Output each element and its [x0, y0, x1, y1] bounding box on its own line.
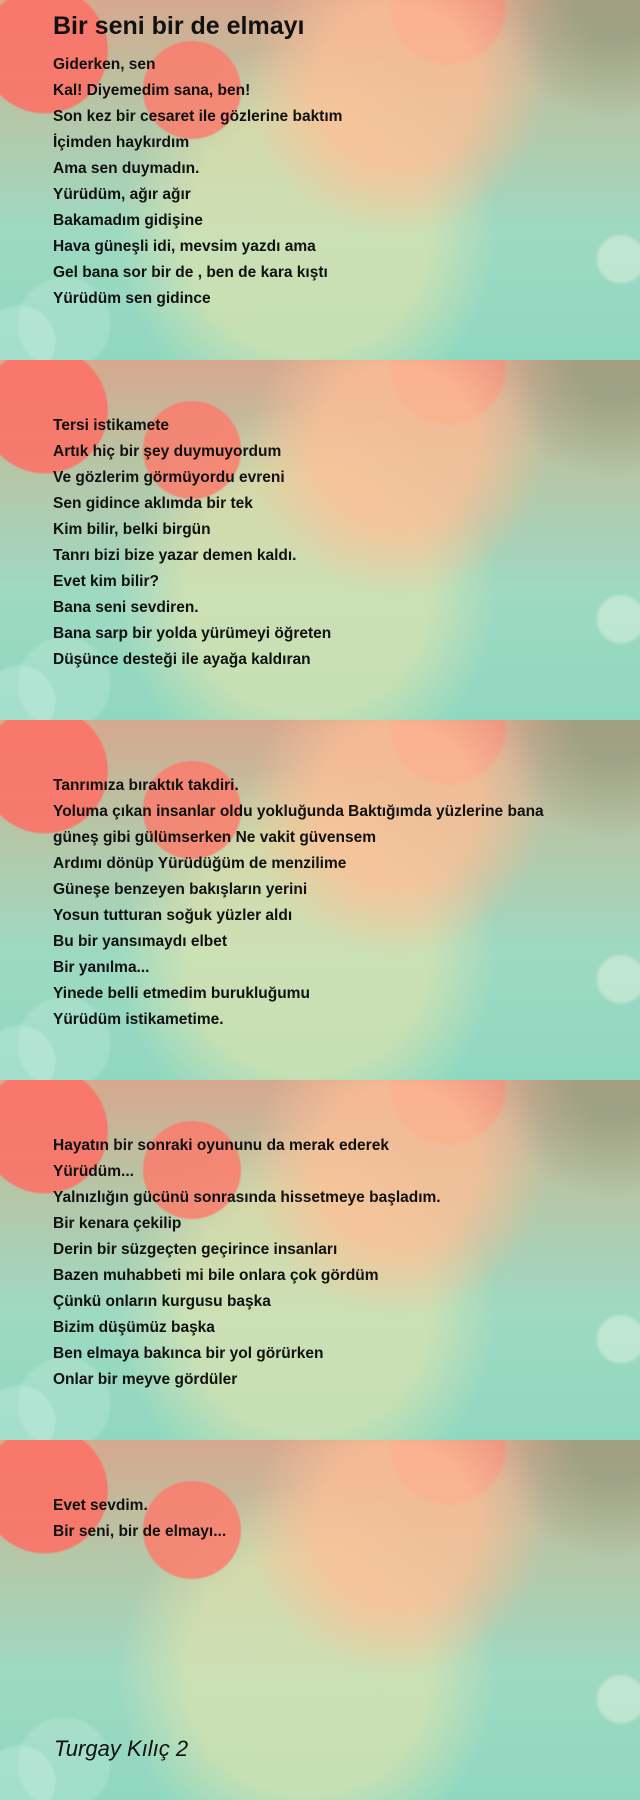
poem-line: Güneşe benzeyen bakışların yerini	[53, 881, 308, 898]
poem-line: Tanrımıza bıraktık takdiri.	[53, 777, 239, 794]
poem-line: Derin bir süzgeçten geçirince insanları	[53, 1241, 338, 1258]
poem-line: Yürüdüm...	[53, 1163, 134, 1180]
poem-line: İçimden haykırdım	[53, 134, 190, 151]
poem-line: Tersi istikamete	[53, 417, 170, 434]
poem-line: Giderken, sen	[53, 56, 156, 73]
poem-author: Turgay Kılıç 2	[54, 1736, 189, 1761]
stanza-4	[53, 1133, 441, 1393]
stanza-5	[53, 1493, 226, 1545]
poem-line: Yürüdüm istikametime.	[53, 1011, 224, 1028]
poem-line: Bir seni, bir de elmayı...	[53, 1523, 227, 1540]
poem-line: Bakamadım gidişine	[53, 212, 203, 229]
poem-line: Gel bana sor bir de , ben de kara kıştı	[53, 264, 328, 281]
poem-line: Bana sarp bir yolda yürümeyi öğreten	[53, 625, 332, 642]
stanza-3	[53, 773, 544, 1033]
poem-line: Bazen muhabbeti mi bile onlara çok gördüm	[53, 1267, 379, 1284]
poem-line: Bu bir yansımaydı elbet	[53, 933, 227, 950]
poem-card-2	[0, 360, 640, 720]
poem-line: Ama sen duymadın.	[53, 160, 200, 177]
poem-line: Hava güneşli idi, mevsim yazdı ama	[53, 238, 316, 255]
poem-card-4	[0, 1080, 640, 1440]
poem-card-1	[0, 0, 640, 360]
poem-line: Kim bilir, belki birgün	[53, 521, 211, 538]
poem-line: Tanrı bizi bize yazar demen kaldı.	[53, 547, 297, 564]
stanza-2	[53, 413, 331, 673]
poem-line: Bir yanılma...	[53, 959, 150, 976]
poem-card-3	[0, 720, 640, 1080]
poem-line: Evet kim bilir?	[53, 573, 159, 590]
poem-line: Ben elmaya bakınca bir yol görürken	[53, 1345, 324, 1362]
poem-line: güneş gibi gülümserken Ne vakit güvensem	[53, 829, 377, 846]
poem-line: Yoluma çıkan insanlar oldu yokluğunda Baktığımda yüzlerine bana	[53, 803, 544, 820]
poem-line: Artık hiç bir şey duymuyordum	[53, 443, 282, 460]
poem-line: Ve gözlerim görmüyordu evreni	[53, 469, 285, 486]
poem-title: Bir seni bir de elmayı	[53, 12, 305, 40]
poem-line: Evet sevdim.	[53, 1497, 148, 1514]
poem-line: Yosun tutturan soğuk yüzler aldı	[53, 907, 293, 924]
poem-line: Yürüdüm sen gidince	[53, 290, 211, 307]
stanza-1	[53, 52, 342, 312]
poem-line: Çünkü onların kurgusu başka	[53, 1293, 271, 1310]
poem-line: Hayatın bir sonraki oyununu da merak ederek	[53, 1137, 389, 1154]
poem-line: Onlar bir meyve gördüler	[53, 1371, 238, 1388]
poem-card-5	[0, 1440, 640, 1800]
poem-line: Bir kenara çekilip	[53, 1215, 182, 1232]
poem-line: Bana seni sevdiren.	[53, 599, 199, 616]
poem-line: Düşünce desteği ile ayağa kaldıran	[53, 651, 311, 668]
poem-line: Bizim düşümüz başka	[53, 1319, 215, 1336]
poem-line: Yinede belli etmedim burukluğumu	[53, 985, 310, 1002]
poem-line: Kal! Diyemedim sana, ben!	[53, 82, 251, 99]
poem-line: Sen gidince aklımda bir tek	[53, 495, 253, 512]
poem-line: Yürüdüm, ağır ağır	[53, 186, 191, 203]
poem-line: Yalnızlığın gücünü sonrasında hissetmeye başladım.	[53, 1189, 441, 1206]
poem-line: Ardımı dönüp Yürüdüğüm de menzilime	[53, 855, 347, 872]
poem-line: Son kez bir cesaret ile gözlerine baktım	[53, 108, 343, 125]
